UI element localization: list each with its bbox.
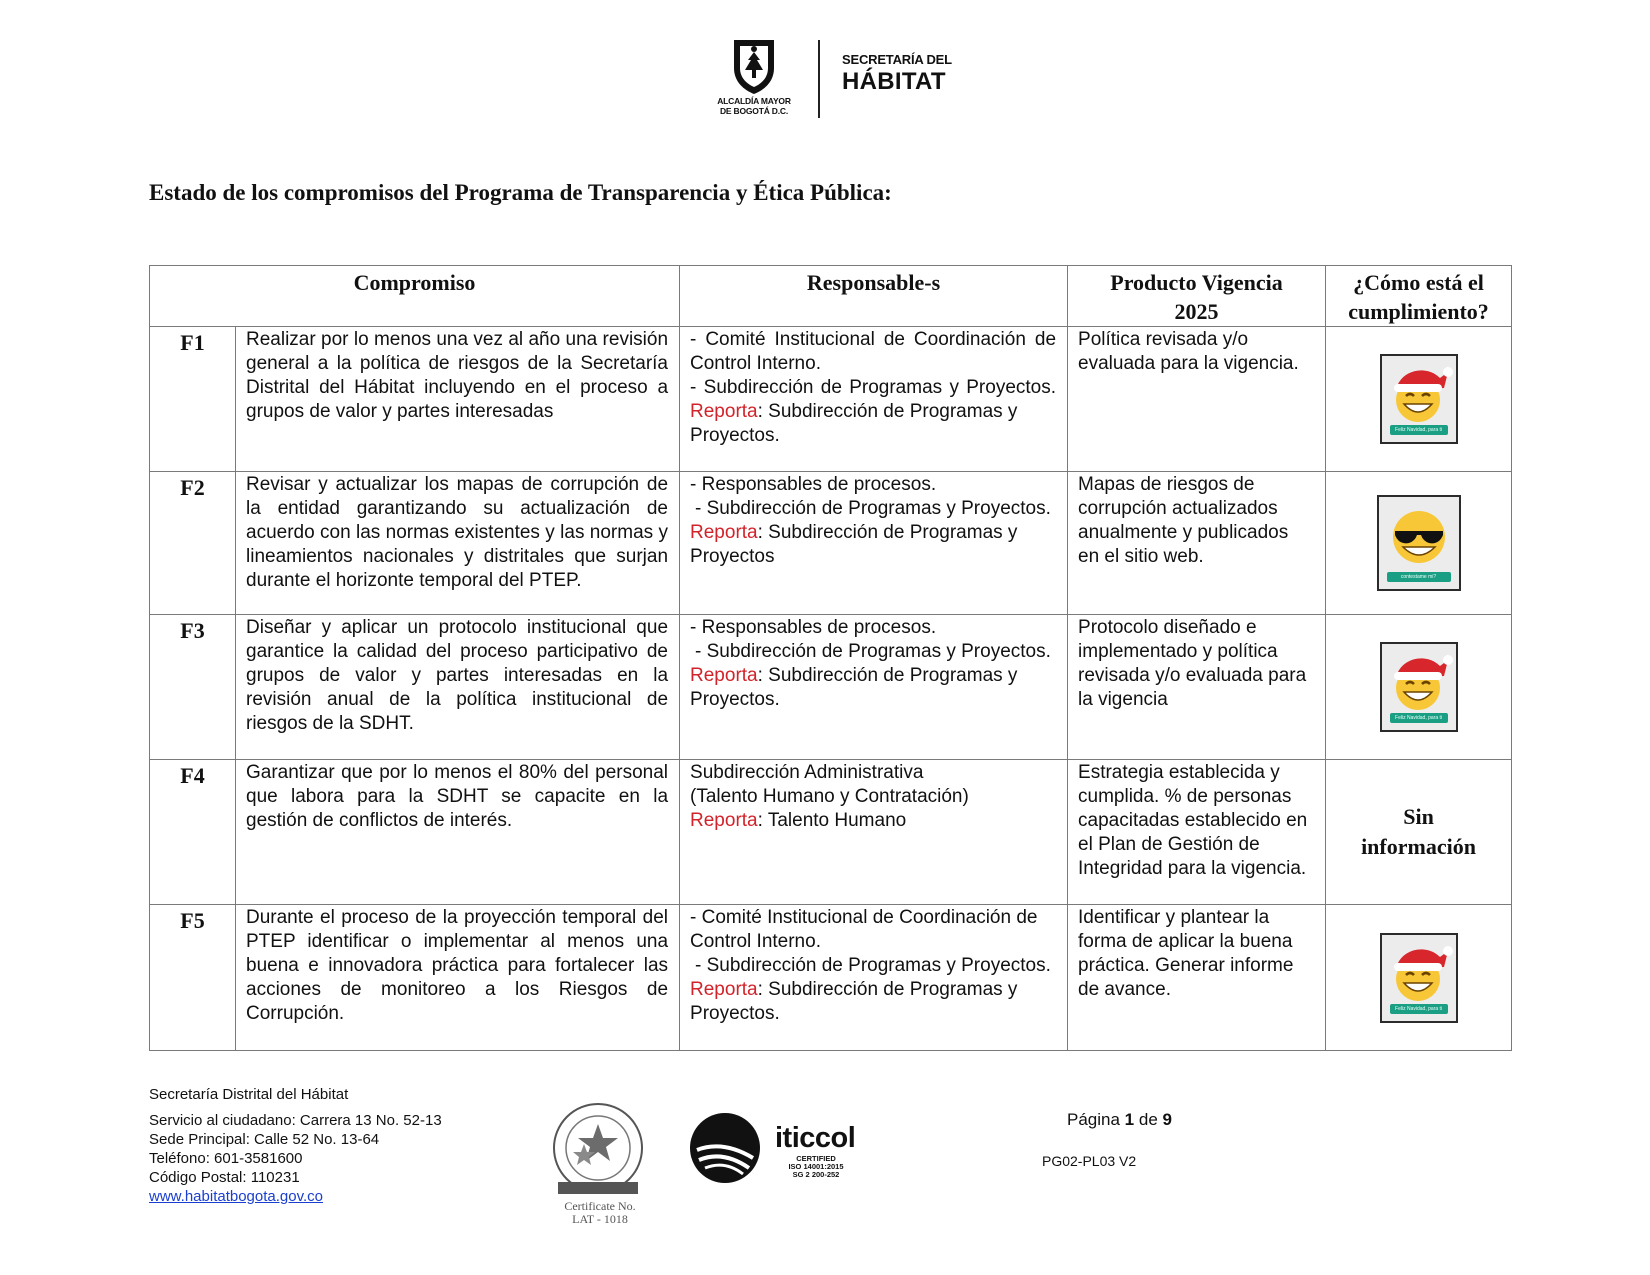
row-compromiso: Diseñar y aplicar un protocolo institucional que garantice la calidad del proceso participativo de grupos de valor y partes interesadas en la revisión anual de la política institucional de riesgos de la SDHT. bbox=[236, 615, 680, 760]
iticcol-name: iticcol bbox=[775, 1122, 856, 1154]
row-responsables: - Comité Institucional de Coordinación de Control Interno. - Subdirección de Programas y Proyectos. Reporta: Subdirección de Programas y Proyectos. bbox=[680, 905, 1068, 1051]
header-divider bbox=[818, 40, 820, 118]
status-badge bbox=[1380, 642, 1458, 732]
row-compromiso: Garantizar que por lo menos el 80% del personal que labora para la SDHT se capacite en la gestión de conflictos de interés. bbox=[236, 760, 680, 905]
footer-contact bbox=[149, 1085, 442, 1206]
certification-seal-icon bbox=[540, 1100, 660, 1200]
bogota-crest-icon bbox=[730, 38, 778, 96]
footer-line: Código Postal: 110231 bbox=[149, 1169, 300, 1186]
footer-line: Teléfono: 601-3581600 bbox=[149, 1150, 303, 1167]
secretaria-label: SECRETARÍA DEL bbox=[842, 52, 952, 67]
website-link[interactable]: www.habitatbogota.gov.co bbox=[149, 1188, 324, 1205]
table-header-row bbox=[150, 266, 1512, 327]
reporta-label: Reporta bbox=[690, 522, 758, 543]
reporta-label: Reporta bbox=[690, 810, 758, 831]
badge-caption: Feliz Navidad, para ti bbox=[1390, 713, 1448, 723]
row-compromiso: Durante el proceso de la proyección temporal del PTEP identificar o implementar al menos una buena e innovadora práctica para fortalecer las acciones de monitoreo a los Riesgos de Corrupción. bbox=[236, 905, 680, 1051]
row-status bbox=[1326, 905, 1512, 1051]
certificate-number: Certificate No. LAT - 1018 bbox=[564, 1199, 636, 1226]
row-responsables: - Comité Institucional de Coordinación de Control Interno. - Subdirección de Programas y Proyectos. Reporta: Subdirección de Programas y Proyectos. bbox=[680, 327, 1068, 472]
reporta-label: Reporta bbox=[690, 979, 758, 1000]
header-cumplimiento: ¿Cómo está el cumplimiento? bbox=[1326, 266, 1512, 327]
badge-caption: Feliz Navidad, para ti bbox=[1390, 1004, 1448, 1014]
alcaldia-label: ALCALDÍA MAYOR DE BOGOTÁ D.C. bbox=[717, 96, 791, 116]
row-responsables: Subdirección Administrativa (Talento Humano y Contratación) Reporta: Talento Humano bbox=[680, 760, 1068, 905]
table-row bbox=[150, 327, 1512, 472]
status-badge bbox=[1380, 933, 1458, 1023]
header-logo bbox=[700, 38, 960, 118]
header-responsables: Responsable-s bbox=[680, 266, 1068, 327]
footer-org: Secretaría Distrital del Hábitat bbox=[149, 1086, 349, 1103]
iticcol-details: CERTIFIED ISO 14001:2015 SG 2 200-252 bbox=[788, 1154, 844, 1179]
page-title: Estado de los compromisos del Programa de Transparencia y Ética Pública: bbox=[149, 180, 892, 205]
row-producto: Identificar y plantear la forma de aplicar la buena práctica. Generar informe de avance. bbox=[1068, 905, 1326, 1051]
badge-caption: Feliz Navidad, para ti bbox=[1390, 425, 1448, 435]
iticcol-certification bbox=[683, 1110, 863, 1185]
badge-caption: contestame mi? bbox=[1387, 572, 1451, 582]
table-row bbox=[150, 905, 1512, 1051]
row-producto: Protocolo diseñado e implementado y política revisada y/o evaluada para la vigencia bbox=[1068, 615, 1326, 760]
header-compromiso: Compromiso bbox=[150, 266, 680, 327]
commitments-table bbox=[149, 265, 1512, 1051]
status-text: Sin bbox=[1403, 804, 1434, 829]
iticcol-logo-icon bbox=[683, 1110, 773, 1185]
footer-line: Servicio al ciudadano: Carrera 13 No. 52-13 bbox=[149, 1112, 442, 1129]
row-code: F5 bbox=[150, 905, 236, 1051]
row-producto: Política revisada y/o evaluada para la vigencia. bbox=[1068, 327, 1326, 472]
row-status bbox=[1326, 472, 1512, 615]
table-row bbox=[150, 472, 1512, 615]
iso-certification-seal bbox=[540, 1100, 660, 1230]
status-badge bbox=[1377, 495, 1461, 591]
row-compromiso: Realizar por lo menos una vez al año una revisión general a la política de riesgos de la Secretaría Distrital del Hábitat incluyendo en el proceso a grupos de valor y partes interesadas bbox=[236, 327, 680, 472]
table-row bbox=[150, 760, 1512, 905]
row-code: F2 bbox=[150, 472, 236, 615]
reporta-label: Reporta bbox=[690, 665, 758, 686]
row-code: F4 bbox=[150, 760, 236, 905]
status-badge bbox=[1380, 354, 1458, 444]
table-row bbox=[150, 615, 1512, 760]
row-compromiso: Revisar y actualizar los mapas de corrupción de la entidad garantizando su actualización de acuerdo con las normas existentes y las normas y lineamientos nacionales y distritales que surjan durante el horizonte temporal del PTEP. bbox=[236, 472, 680, 615]
row-responsables: - Responsables de procesos. - Subdirección de Programas y Proyectos. Reporta: Subdirección de Programas y Proyectos bbox=[680, 472, 1068, 615]
row-responsables: - Responsables de procesos. - Subdirección de Programas y Proyectos. Reporta: Subdirección de Programas y Proyectos. bbox=[680, 615, 1068, 760]
document-code: PG02-PL03 V2 bbox=[1042, 1153, 1137, 1169]
row-producto: Estrategia establecida y cumplida. % de personas capacitadas establecido en el Plan de Gestión de Integridad para la vigencia. bbox=[1068, 760, 1326, 905]
habitat-label: HÁBITAT bbox=[842, 68, 946, 95]
row-code: F3 bbox=[150, 615, 236, 760]
header-producto: Producto Vigencia 2025 bbox=[1068, 266, 1326, 327]
row-producto: Mapas de riesgos de corrupción actualizados anualmente y publicados en el sitio web. bbox=[1068, 472, 1326, 615]
footer-line: Sede Principal: Calle 52 No. 13-64 bbox=[149, 1131, 380, 1148]
status-text: información bbox=[1361, 834, 1476, 859]
page-number: Página 1 de 9 bbox=[1067, 1110, 1172, 1129]
reporta-label: Reporta bbox=[690, 401, 758, 422]
row-status bbox=[1326, 327, 1512, 472]
row-status bbox=[1326, 615, 1512, 760]
row-status bbox=[1326, 760, 1512, 905]
row-code: F1 bbox=[150, 327, 236, 472]
